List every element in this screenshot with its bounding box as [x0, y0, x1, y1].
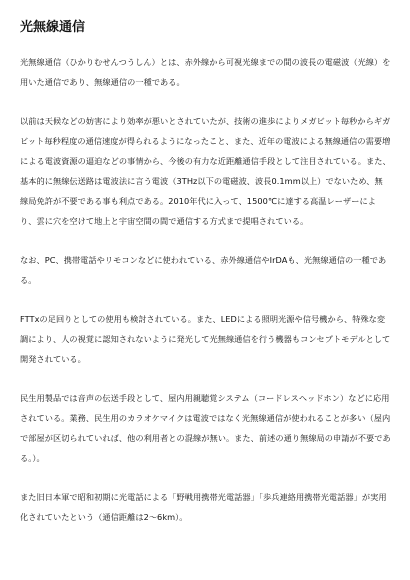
- paragraph-consumer: 民生用製品では音声の伝送手段として、屋内用親聴覚システム（コードレスヘッドホン）などに応用されている。業務、民生用のカラオケマイクは電波ではなく光無線通信が使われることが多い（屋内で部屋が区切られていれば、他の利用者との混線が無い。また、前述の通り無線局の申請が不要である。）。: [20, 393, 391, 463]
- paragraph-infrared: なお、PC、携帯電話やリモコンなどに使われている、赤外線通信やIrDAも、光無線通信の一種である。: [20, 255, 387, 285]
- paragraph-military: また旧日本軍で昭和初期に光電話による「野戦用携帯光電話器」「歩兵連絡用携帯光電話器」が実用化されていたという（通信距離は2〜6km）。: [20, 492, 387, 522]
- paragraph-intro: 光無線通信（ひかりむせんつうしん）とは、赤外線から可視光線までの間の波長の電磁波（光線）を用いた通信であり、無線通信の一種である。: [20, 57, 391, 87]
- page-title: 光無線通信: [20, 20, 86, 35]
- paragraph-history: 以前は天候などの妨害により効率が悪いとされていたが、技術の進歩によりメガビット毎秒からギガビット毎秒程度の通信速度が得られるようになったこと、また、近年の電波による無線通信の需要増による電波資源の逼迫などの事情から、今後の有力な近距離通信手段として注目されている。また、基本的に無線伝送路は電波法に言う電波（3THz以下の電磁波、波長0.1mm以上）でないため、無線局免許が不要である事も利点である。2010年代に入って、1500℃に達する高温レーザーにより、雲に穴を空けて地上と宇宙空間の間で通信する方式まで提唱されている。: [20, 116, 391, 226]
- paragraph-fttx-led: FTTxの足回りとしての使用も検討されている。また、LEDによる照明光源や信号機から、特殊な変調により、人の視覚に認知されないように発光して光無線通信を行う機器もコンセプトモデルとして開発されている。: [20, 314, 391, 364]
